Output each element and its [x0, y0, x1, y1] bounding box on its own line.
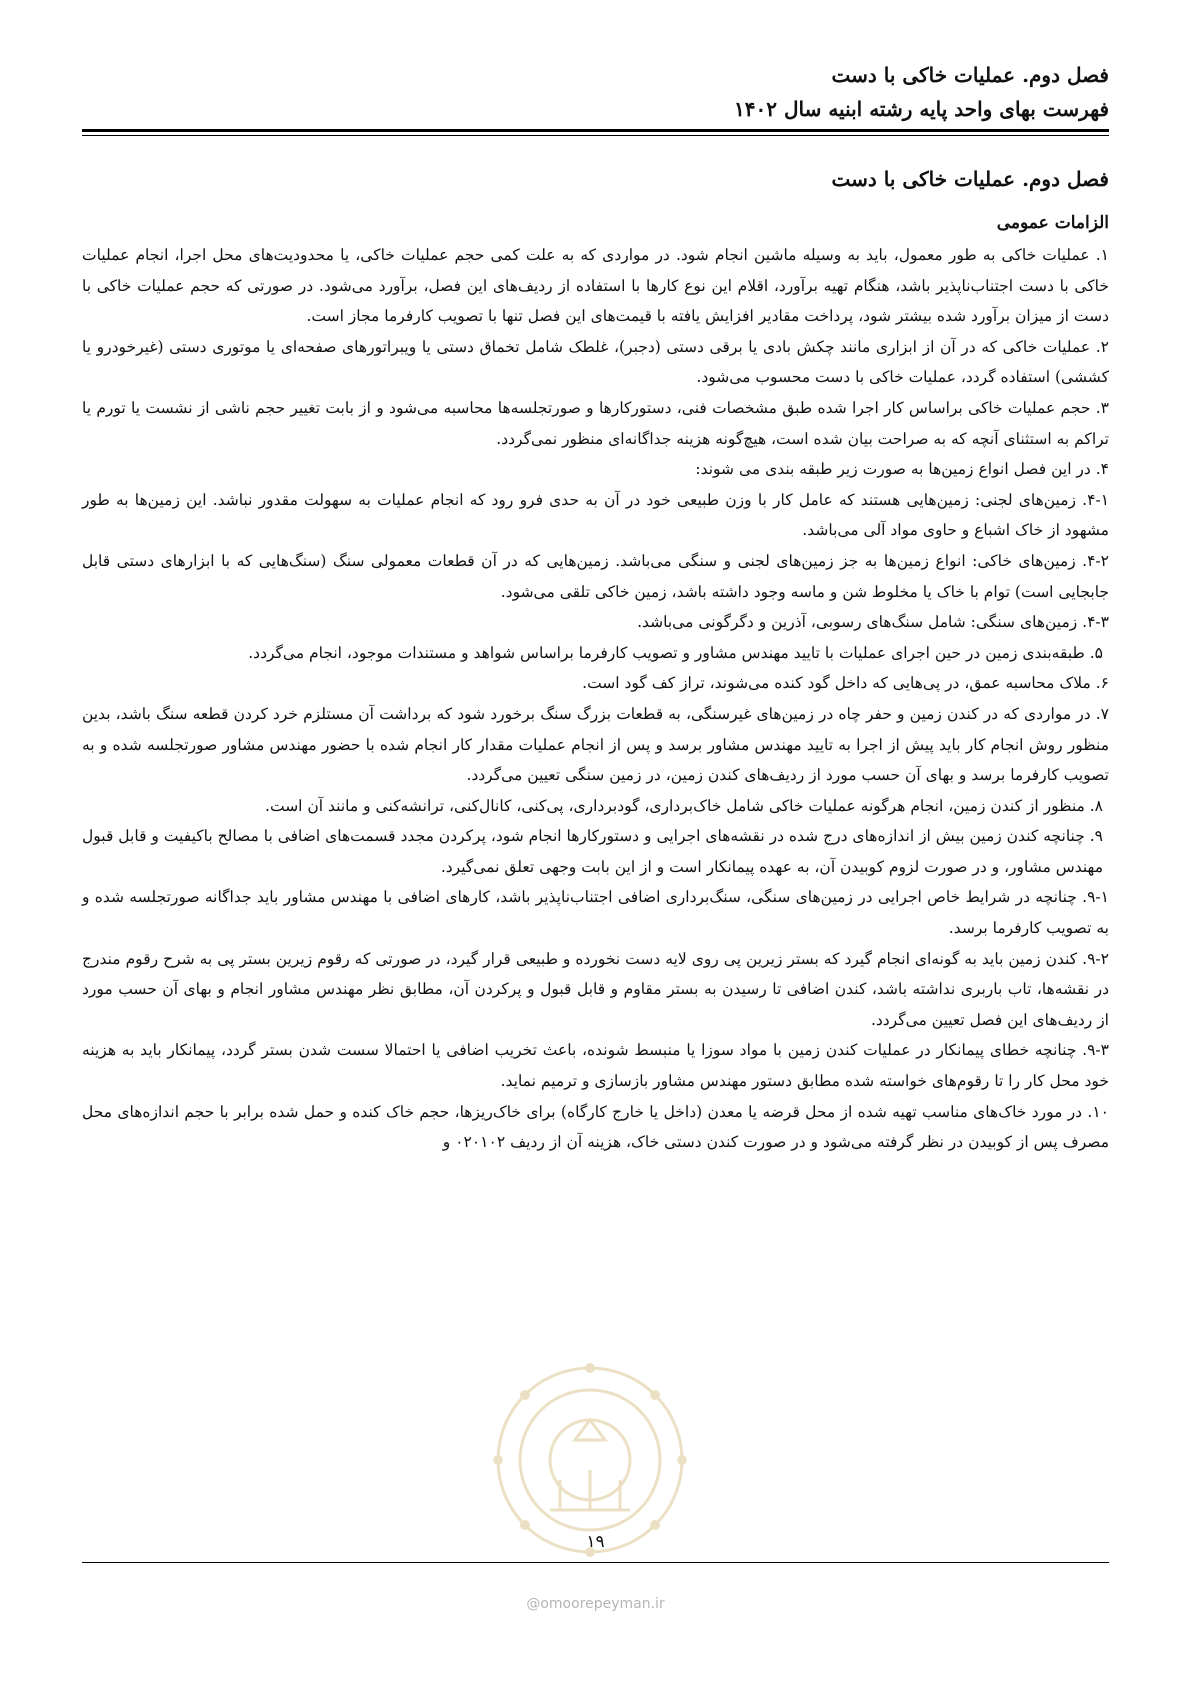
watermark-seal-logo [490, 1360, 690, 1560]
paragraph-5: ۵. طبقه‌بندی زمین در حین اجرای عملیات با تایید مهندس مشاور و تصویب کارفرما براساس شواهد و مستندات موجود، انجام می‌گردد. [248, 643, 1103, 662]
page-content [82, 162, 1109, 1158]
paragraph-2: ۲. عملیات خاکی که در آن از ابزاری مانند چکش بادی یا برقی دستی (دجبر)، غلطک شامل تخماق دستی یا ویبراتورهای صفحه‌ای یا موتوری دستی (غیرخودرو یا کششی) استفاده گردد، عملیات خاکی با دست محسوب می‌شود. [82, 337, 1109, 387]
paragraph-10: ۱۰. در مورد خاک‌های مناسب تهیه شده از محل قرضه یا معدن (داخل یا خارج کارگاه) برای خاک‌ریزها، حجم خاک کنده و حمل شده برابر با حجم اندازه‌های محل مصرف پس از کوبیدن در نظر گرفته می‌شود و در صورت کندن دستی خاک، هزینه آن از ردیف ۰۲۰۱۰۲ و [82, 1102, 1109, 1152]
paragraph-9-1: ۹-۱. چنانچه در شرایط خاص اجرایی در زمین‌های سنگی، سنگ‌برداری اضافی اجتناب‌ناپذیر باشد، کارهای اضافی با مهندس مشاور باید جداگانه صورتجلسه شده و به تصویب کارفرما برسد. [82, 888, 1109, 938]
header-rule-thick [82, 129, 1109, 132]
page-number: ۱۹ [586, 1532, 605, 1552]
paragraph-9: ۹. چنانچه کندن زمین بیش از اندازه‌های درج شده در نقشه‌های اجرایی و دستورکارها انجام شود، پرکردن مجدد قسمت‌های اضافی با مصالح باکیفیت و قابل قبول مهندس مشاور، و در صورت لزوم کوبیدن آن، به عهده پیمانکار است و از این بابت وجهی تعلق نمی‌گیرد. [82, 827, 1103, 876]
paragraph-4: ۴. در این فصل انواع زمین‌ها به صورت زیر طبقه بندی می شوند: [695, 460, 1109, 479]
section-title: فصل دوم. عملیات خاکی با دست [831, 167, 1109, 191]
watermark-site-text: @omoorepeyman.ir [526, 1596, 665, 1612]
paragraph-7: ۷. در مواردی که در کندن زمین و حفر چاه در زمین‌های غیرسنگی، به قطعات بزرگ سنگ برخورد شود که برداشت آن مستلزم خرد کردن قطعه سنگ باشد، بدین منظور روش انجام کار باید پیش از اجرا به تایید مهندس مشاور برسد و پس از انجام عملیات مقدار کار انجام شده با حضور مهندس مشاور صورتجلسه شده و به تصویب کارفرما برسد و بهای آن حسب مورد از ردیف‌های کندن زمین، در زمین سنگی تعیین می‌گردد. [82, 704, 1109, 785]
paragraph-9-3: ۹-۳. چنانچه خطای پیمانکار در عملیات کندن زمین با مواد سوزا یا منبسط شونده، باعث تخریب اضافی یا احتمالا سست شدن بستر گردد، پیمانکار باید به هزینه خود محل کار را تا رقوم‌های خواسته شده مطابق دستور مهندس مشاور بازسازی و ترمیم نماید. [82, 1041, 1109, 1091]
paragraph-1: ۱. عملیات خاکی به طور معمول، باید به وسیله ماشین انجام شود. در مواردی که به علت کمی حجم عملیات خاکی، یا محدودیت‌های محل اجرا، انجام عملیات خاکی با دست اجتناب‌ناپذیر باشد، هنگام تهیه برآورد، اقلام این نوع کارها با استفاده از ردیف‌های این فصل، برآورد می‌شود. در صورتی که حجم عملیات خاکی با دست از میزان برآورد شده بیشتر شود، پرداخت مقادیر افزایش یافته با قیمت‌های این فصل تنها با تصویب کارفرما مجاز است. [82, 246, 1109, 326]
paragraph-4-1: ۴-۱. زمین‌های لجنی: زمین‌هایی هستند که عامل کار با وزن طبیعی خود در آن به حدی فرو رود که انجام عملیات به سهولت مقدور نباشد. این زمین‌ها به طور مشهود از خاک اشباع و حاوی مواد آلی می‌باشد. [82, 490, 1110, 540]
subheading-general-requirements: الزامات عمومی [996, 213, 1109, 233]
paragraph-4-3: ۴-۳. زمین‌های سنگی: شامل سنگ‌های رسوبی، آذرین و دگرگونی می‌باشد. [637, 613, 1109, 632]
page-header [130, 58, 1109, 126]
header-rule-thin [82, 135, 1109, 136]
paragraph-4-2: ۴-۲. زمین‌های خاکی: انواع زمین‌ها به جز زمین‌های لجنی و سنگی می‌باشد. زمین‌هایی که در آن قطعات معمولی سنگ (سنگ‌هایی که با ابزارهای دستی قابل جابجایی است) توام با خاک یا مخلوط شن و ماسه وجود داشته باشد، زمین خاکی تلقی می‌شود. [82, 551, 1109, 601]
paragraph-8: ۸. منظور از کندن زمین، انجام هرگونه عملیات خاکی شامل خاک‌برداری، گودبرداری، پی‌کنی، کانال‌کنی، ترانشه‌کنی و مانند آن است. [265, 796, 1103, 815]
header-document-title: فهرست بهای واحد پایه رشته ابنیه سال ۱۴۰۲ [734, 97, 1109, 121]
header-chapter-title: فصل دوم. عملیات خاکی با دست [831, 63, 1109, 87]
paragraph-6: ۶. ملاک محاسبه عمق، در پی‌هایی که داخل گود کنده می‌شوند، تراز کف گود است. [582, 674, 1109, 693]
paragraph-3: ۳. حجم عملیات خاکی براساس کار اجرا شده طبق مشخصات فنی، دستورکارها و صورتجلسه‌ها محاسبه می‌شود و از بابت تغییر حجم ناشی از نشست یا تورم یا تراکم به استثنای آنچه که به صراحت بیان شده است، هیچ‌گونه هزینه جداگانه‌ای منظور نمی‌گردد. [82, 398, 1109, 448]
paragraph-9-2: ۹-۲. کندن زمین باید به گونه‌ای انجام گیرد که بستر زیرین پی روی لایه دست نخورده و طبیعی قرار گیرد، در صورتی که رقوم زیرین بستر پی به شرح رقوم مندرج در نقشه‌ها، تاب باربری نداشته باشد، کندن اضافی تا رسیدن به بستر مقاوم و قابل قبول و پرکردن آن، مطابق نظر مهندس مشاور انجام و بهای آن حسب مورد از ردیف‌های این فصل تعیین می‌گردد. [82, 949, 1109, 1029]
footer-rule [82, 1562, 1109, 1563]
